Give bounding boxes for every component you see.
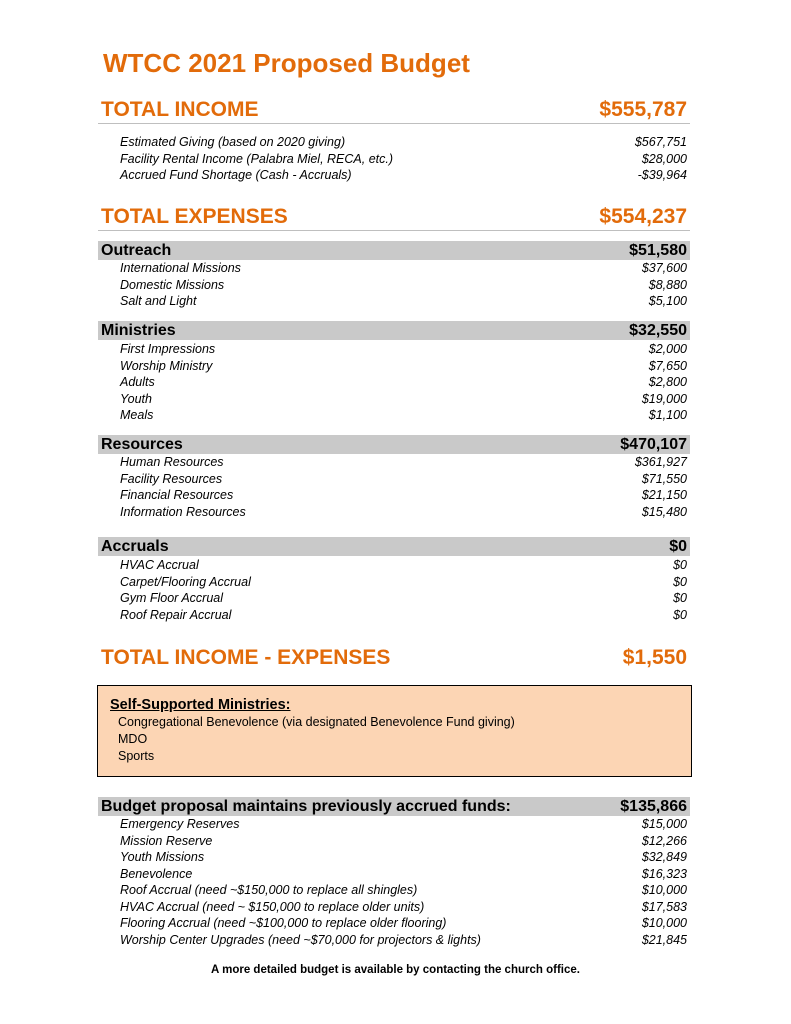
section-outreach [98, 241, 690, 260]
list-item [98, 590, 690, 607]
item-label: Facility Rental Income (Palabra Miel, RECA, etc.) [120, 151, 394, 166]
item-label: Gym Floor Accrual [120, 591, 224, 605]
item-amount: $567,751 [634, 135, 687, 149]
item-label: Estimated Giving (based on 2020 giving) [120, 135, 346, 149]
item-amount: $16,323 [641, 866, 687, 881]
item-amount: $5,100 [648, 294, 687, 308]
item-amount: $32,849 [641, 850, 687, 864]
list-item [98, 899, 690, 916]
item-amount: $10,000 [641, 883, 687, 897]
outreach-items [98, 260, 690, 310]
list-item [98, 816, 690, 833]
list-item [98, 167, 690, 184]
item-label: Youth Missions [120, 850, 205, 864]
item-amount: $37,600 [641, 261, 687, 275]
item-label: Adults [120, 375, 155, 389]
item-amount: $10,000 [641, 916, 687, 930]
item-label: International Missions [120, 261, 241, 275]
section-amount: $135,866 [620, 797, 687, 815]
list-item [98, 504, 690, 521]
list-item [98, 391, 690, 408]
item-amount: $21,845 [641, 932, 687, 947]
total-income-label: TOTAL INCOME [101, 98, 259, 121]
page-title: WTCC 2021 Proposed Budget [103, 48, 470, 78]
item-amount: -$39,964 [637, 168, 687, 182]
item-label: Domestic Missions [120, 277, 225, 292]
item-label: Emergency Reserves [120, 817, 240, 831]
total-income-row [98, 98, 690, 124]
item-amount: $21,150 [641, 488, 687, 502]
list-item [98, 932, 690, 949]
section-label: Resources [101, 435, 183, 453]
item-label: Flooring Accrual (need ~$100,000 to replace older flooring) [120, 916, 447, 930]
list-item [98, 151, 690, 168]
section-amount: $32,550 [629, 321, 687, 339]
item-amount: $12,266 [641, 833, 687, 848]
item-amount: $28,000 [641, 151, 687, 166]
section-resources [98, 435, 690, 454]
item-amount: $15,000 [641, 817, 687, 831]
section-label: Ministries [101, 321, 176, 339]
item-label: Roof Accrual (need ~$150,000 to replace all shingles) [120, 883, 418, 897]
section-label: Outreach [101, 241, 172, 259]
list-item [98, 487, 690, 504]
item-amount: $0 [673, 574, 687, 589]
item-label: Financial Resources [120, 488, 234, 502]
item-label: First Impressions [120, 342, 216, 356]
ministries-items [98, 341, 690, 424]
list-item [98, 374, 690, 391]
total-expenses-row [98, 205, 690, 231]
item-amount: $2,000 [648, 342, 687, 356]
list-item [98, 407, 690, 424]
item-label: Meals [120, 408, 154, 422]
resources-items [98, 454, 690, 520]
total-expenses-amount: $554,237 [599, 205, 687, 228]
accruals-items [98, 557, 690, 623]
total-income-amount: $555,787 [599, 98, 687, 121]
list-item: Congregational Benevolence (via designated Benevolence Fund giving) [118, 715, 515, 729]
section-accruals [98, 537, 690, 556]
item-amount: $15,480 [641, 504, 687, 519]
item-label: HVAC Accrual (need ~ $150,000 to replace older units) [120, 899, 425, 914]
net-total-label: TOTAL INCOME - EXPENSES [101, 646, 391, 669]
self-supported-box [97, 685, 692, 777]
item-label: Mission Reserve [120, 833, 213, 848]
item-label: Benevolence [120, 866, 193, 881]
list-item [98, 260, 690, 277]
list-item [98, 293, 690, 310]
item-label: Salt and Light [120, 294, 197, 308]
item-label: Human Resources [120, 455, 224, 469]
list-item [98, 607, 690, 624]
item-label: Youth [120, 391, 152, 406]
list-item [98, 454, 690, 471]
accrued-funds-items [98, 816, 690, 948]
list-item [98, 277, 690, 294]
list-item: MDO [118, 732, 148, 746]
list-item [98, 866, 690, 883]
net-total-amount: $1,550 [622, 646, 687, 669]
total-expenses-label: TOTAL EXPENSES [101, 205, 288, 228]
list-item [98, 574, 690, 591]
list-item [98, 557, 690, 574]
list-item [98, 882, 690, 899]
item-amount: $361,927 [634, 455, 687, 469]
footer-note: A more detailed budget is available by contacting the church office. [211, 964, 580, 976]
list-item [98, 358, 690, 375]
item-amount: $71,550 [641, 471, 687, 486]
item-amount: $8,880 [648, 277, 687, 292]
section-label: Budget proposal maintains previously accrued funds: [101, 797, 511, 815]
item-label: Information Resources [120, 504, 246, 519]
section-ministries [98, 321, 690, 340]
item-amount: $0 [673, 607, 687, 622]
item-amount: $17,583 [641, 899, 687, 914]
item-amount: $7,650 [648, 358, 687, 373]
income-items [98, 134, 690, 184]
item-label: Facility Resources [120, 471, 223, 486]
list-item: Sports [118, 749, 155, 763]
item-label: Worship Ministry [120, 358, 213, 373]
item-amount: $1,100 [648, 408, 687, 422]
item-label: HVAC Accrual [120, 558, 199, 572]
section-accrued-funds [98, 797, 690, 816]
item-amount: $2,800 [648, 375, 687, 389]
item-label: Carpet/Flooring Accrual [120, 574, 251, 589]
item-label: Worship Center Upgrades (need ~$70,000 for projectors & lights) [120, 932, 481, 947]
list-item [98, 341, 690, 358]
self-supported-heading: Self-Supported Ministries: [110, 697, 291, 713]
list-item [98, 833, 690, 850]
section-amount: $0 [669, 537, 687, 555]
list-item [98, 134, 690, 151]
list-item [98, 849, 690, 866]
item-amount: $19,000 [641, 391, 687, 406]
item-amount: $0 [673, 558, 687, 572]
list-item [98, 471, 690, 488]
section-amount: $470,107 [620, 435, 687, 453]
net-total-row [98, 646, 690, 671]
item-label: Roof Repair Accrual [120, 607, 232, 622]
section-amount: $51,580 [629, 241, 687, 259]
item-label: Accrued Fund Shortage (Cash - Accruals) [120, 168, 352, 182]
item-amount: $0 [673, 591, 687, 605]
list-item [98, 915, 690, 932]
section-label: Accruals [101, 537, 169, 555]
